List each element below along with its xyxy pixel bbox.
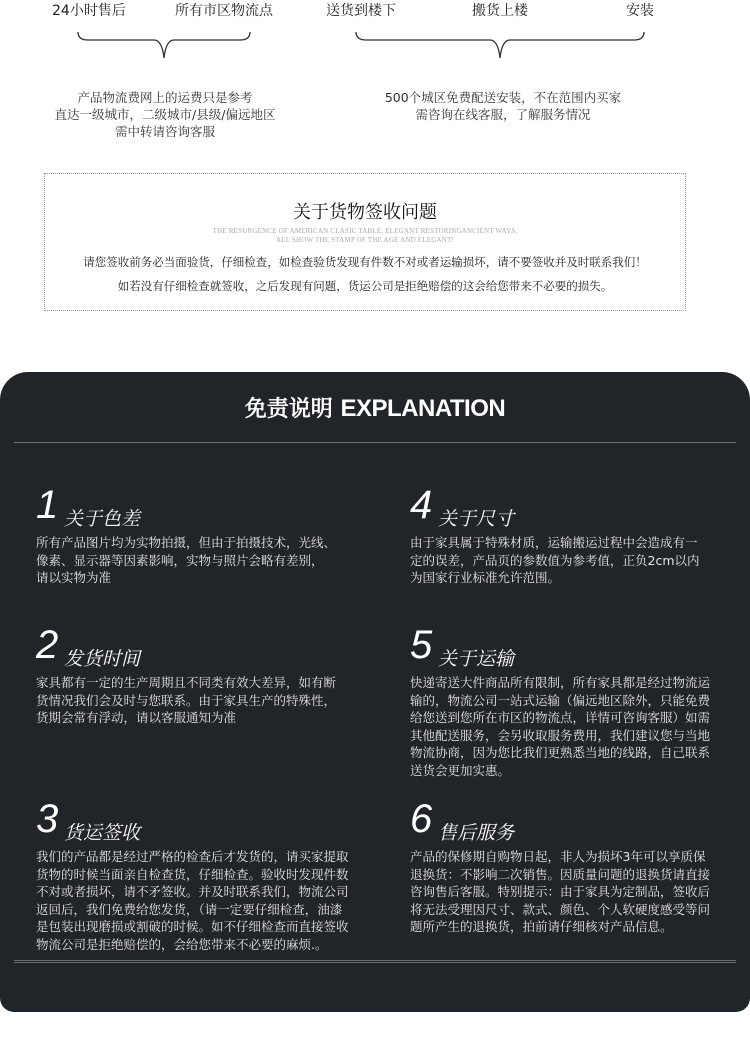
shipping-fee-note (40, 89, 290, 140)
item-title: 关于运输 (438, 648, 515, 670)
left-brace (76, 30, 252, 62)
service-deliver-downstairs: 送货到楼下 (326, 3, 396, 19)
panel-title (0, 392, 750, 423)
item-body-line: 物流协商，因为您比我们更熟悉当地的线路，自己联系 (410, 745, 711, 761)
item-title: 售后服务 (438, 822, 515, 844)
disclaimer-item-aftersale (410, 797, 750, 936)
item-body-line: 快递寄送大件商品所有限制，所有家具都是经过物流运 (410, 675, 711, 690)
right-brace (354, 30, 646, 62)
item-body-line: 我们的产品都是经过严格的检查后才发货的，请买家提取 (36, 849, 349, 864)
service-installation: 安装 (626, 3, 654, 19)
sign-subtitle-line: THE RESURGENCE OF AMERICAN CLASIC TABLE, ELEGANT RESTORINGANCIENT WAYS, (212, 227, 518, 235)
item-number: 1 (36, 483, 59, 527)
item-body-line: 输的，物流公司一站式运输（偏远地区除外，只能免费 (410, 692, 711, 708)
sign-receipt-box (44, 173, 686, 311)
sign-instruction: 请您签收前务必当面验货，仔细检查，如检查验货发现有件数不对或者运输损坏，请不要签收并及时联系我们！ (83, 255, 647, 269)
item-body-line: 是包装出现磨损或割破的时候。如不仔细检查而直接签收 (36, 919, 349, 935)
item-body-line: 返回后，我们免费给您发货，（请一定要仔细检查，油漆 (36, 901, 343, 917)
sign-subtitle (45, 227, 685, 245)
item-body-line: 定的误差，产品页的参数值为参考值，正负2cm以内 (410, 552, 700, 568)
sign-warning: 如若没有仔细检查就签收，之后发现有问题，货运公司是拒绝赔偿的这会给您带来不必要的损失。 (117, 279, 613, 293)
item-title: 关于色差 (64, 508, 141, 530)
item-body-line: 不对或者损坏，请不矛签收。并及时联系我们，物流公司 (36, 884, 349, 900)
item-body-line: 其他配送服务，会另收取服务费用，我们建议您与当地 (410, 727, 711, 743)
panel-title-cn: 免责说明 (244, 397, 333, 422)
item-number: 6 (410, 797, 433, 841)
item-body-line: 所有产品图片均为实物拍摄，但由于拍摄技术，光线、 (36, 535, 337, 550)
item-body-line: 退换货：不影响二次销售。因质量问题的退换货请直接 (410, 866, 711, 882)
item-number: 5 (410, 623, 433, 667)
item-body-line: 为国家行业标准允许范围。 (410, 570, 561, 586)
item-title: 发货时间 (64, 648, 141, 670)
disclaimer-item-transport (410, 623, 750, 780)
note-line: 产品物流费网上的运费只是参考 (77, 90, 253, 105)
disclaimer-item-color (36, 483, 376, 587)
service-city-logistics: 所有市区物流点 (175, 3, 273, 19)
free-delivery-note (372, 89, 634, 123)
disclaimer-item-receipt (36, 797, 376, 954)
item-body-line: 由于家具属于特殊材质，运输搬运过程中会造成有一 (410, 535, 698, 550)
item-body-line: 物流公司是拒绝赔偿的，会给您带来不必要的麻烦.。 (36, 936, 328, 952)
item-body-line: 产品的保修期自购物日起，非人为损坏3年可以享质保 (410, 849, 706, 864)
sign-subtitle-line: ALL SHOW THE STAMP OF THE AGE AND ELEGANT! (275, 236, 455, 244)
item-body-line: 货物的时候当面亲自检查货，仔细检查。验收时发现件数 (36, 866, 349, 882)
note-line: 500个城区免费配送安装，不在范围内买家 (384, 90, 622, 105)
sign-title: 关于货物签收问题 (293, 202, 437, 223)
item-body-line: 请以实物为准 (36, 570, 112, 586)
item-body-line: 将无法受理因尺寸、款式、颜色、个人软硬度感受等问 (410, 901, 711, 917)
item-number: 3 (36, 797, 59, 841)
item-body-line: 货期会常有浮动，请以客服通知为准 (36, 710, 237, 726)
item-body-line: 货情况我们会及时与您联系。由于家具生产的特殊性， (36, 692, 337, 708)
item-body-line: 咨询售后客服。特别提示：由于家具为定制品，签收后 (410, 884, 711, 900)
note-line: 需中转请咨询客服 (114, 124, 215, 139)
item-number: 2 (36, 623, 59, 667)
disclaimer-item-shipping-time (36, 623, 376, 727)
item-number: 4 (410, 483, 433, 527)
item-title: 关于尺寸 (438, 508, 515, 530)
disclaimer-item-size (410, 483, 750, 587)
service-24h-aftersale: 24小时售后 (52, 3, 126, 19)
item-title: 货运签收 (64, 822, 141, 844)
service-carry-upstairs: 搬货上楼 (472, 3, 528, 19)
disclaimer-panel (0, 372, 750, 1012)
title-divider (14, 442, 736, 443)
note-line: 直达一级城市，二级城市/县级/偏远地区 (54, 107, 276, 122)
item-body-line: 像素、显示器等因素影响，实物与照片会略有差别， (36, 552, 324, 568)
item-body-line: 题所产生的退换货，拍前请仔细核对产品信息。 (410, 919, 673, 935)
item-body-line: 家具都有一定的生产周期且不同类有效大差异，如有断 (36, 675, 337, 690)
note-line: 需咨询在线客服，了解服务情况 (415, 107, 591, 122)
item-body-line: 给您送到您所在市区的物流点，详情可咨询客服）如需 (410, 710, 711, 726)
item-body-line: 送货会更加实惠。 (410, 762, 511, 778)
bottom-divider (14, 960, 736, 963)
panel-title-en: EXPLANATION (340, 395, 506, 422)
